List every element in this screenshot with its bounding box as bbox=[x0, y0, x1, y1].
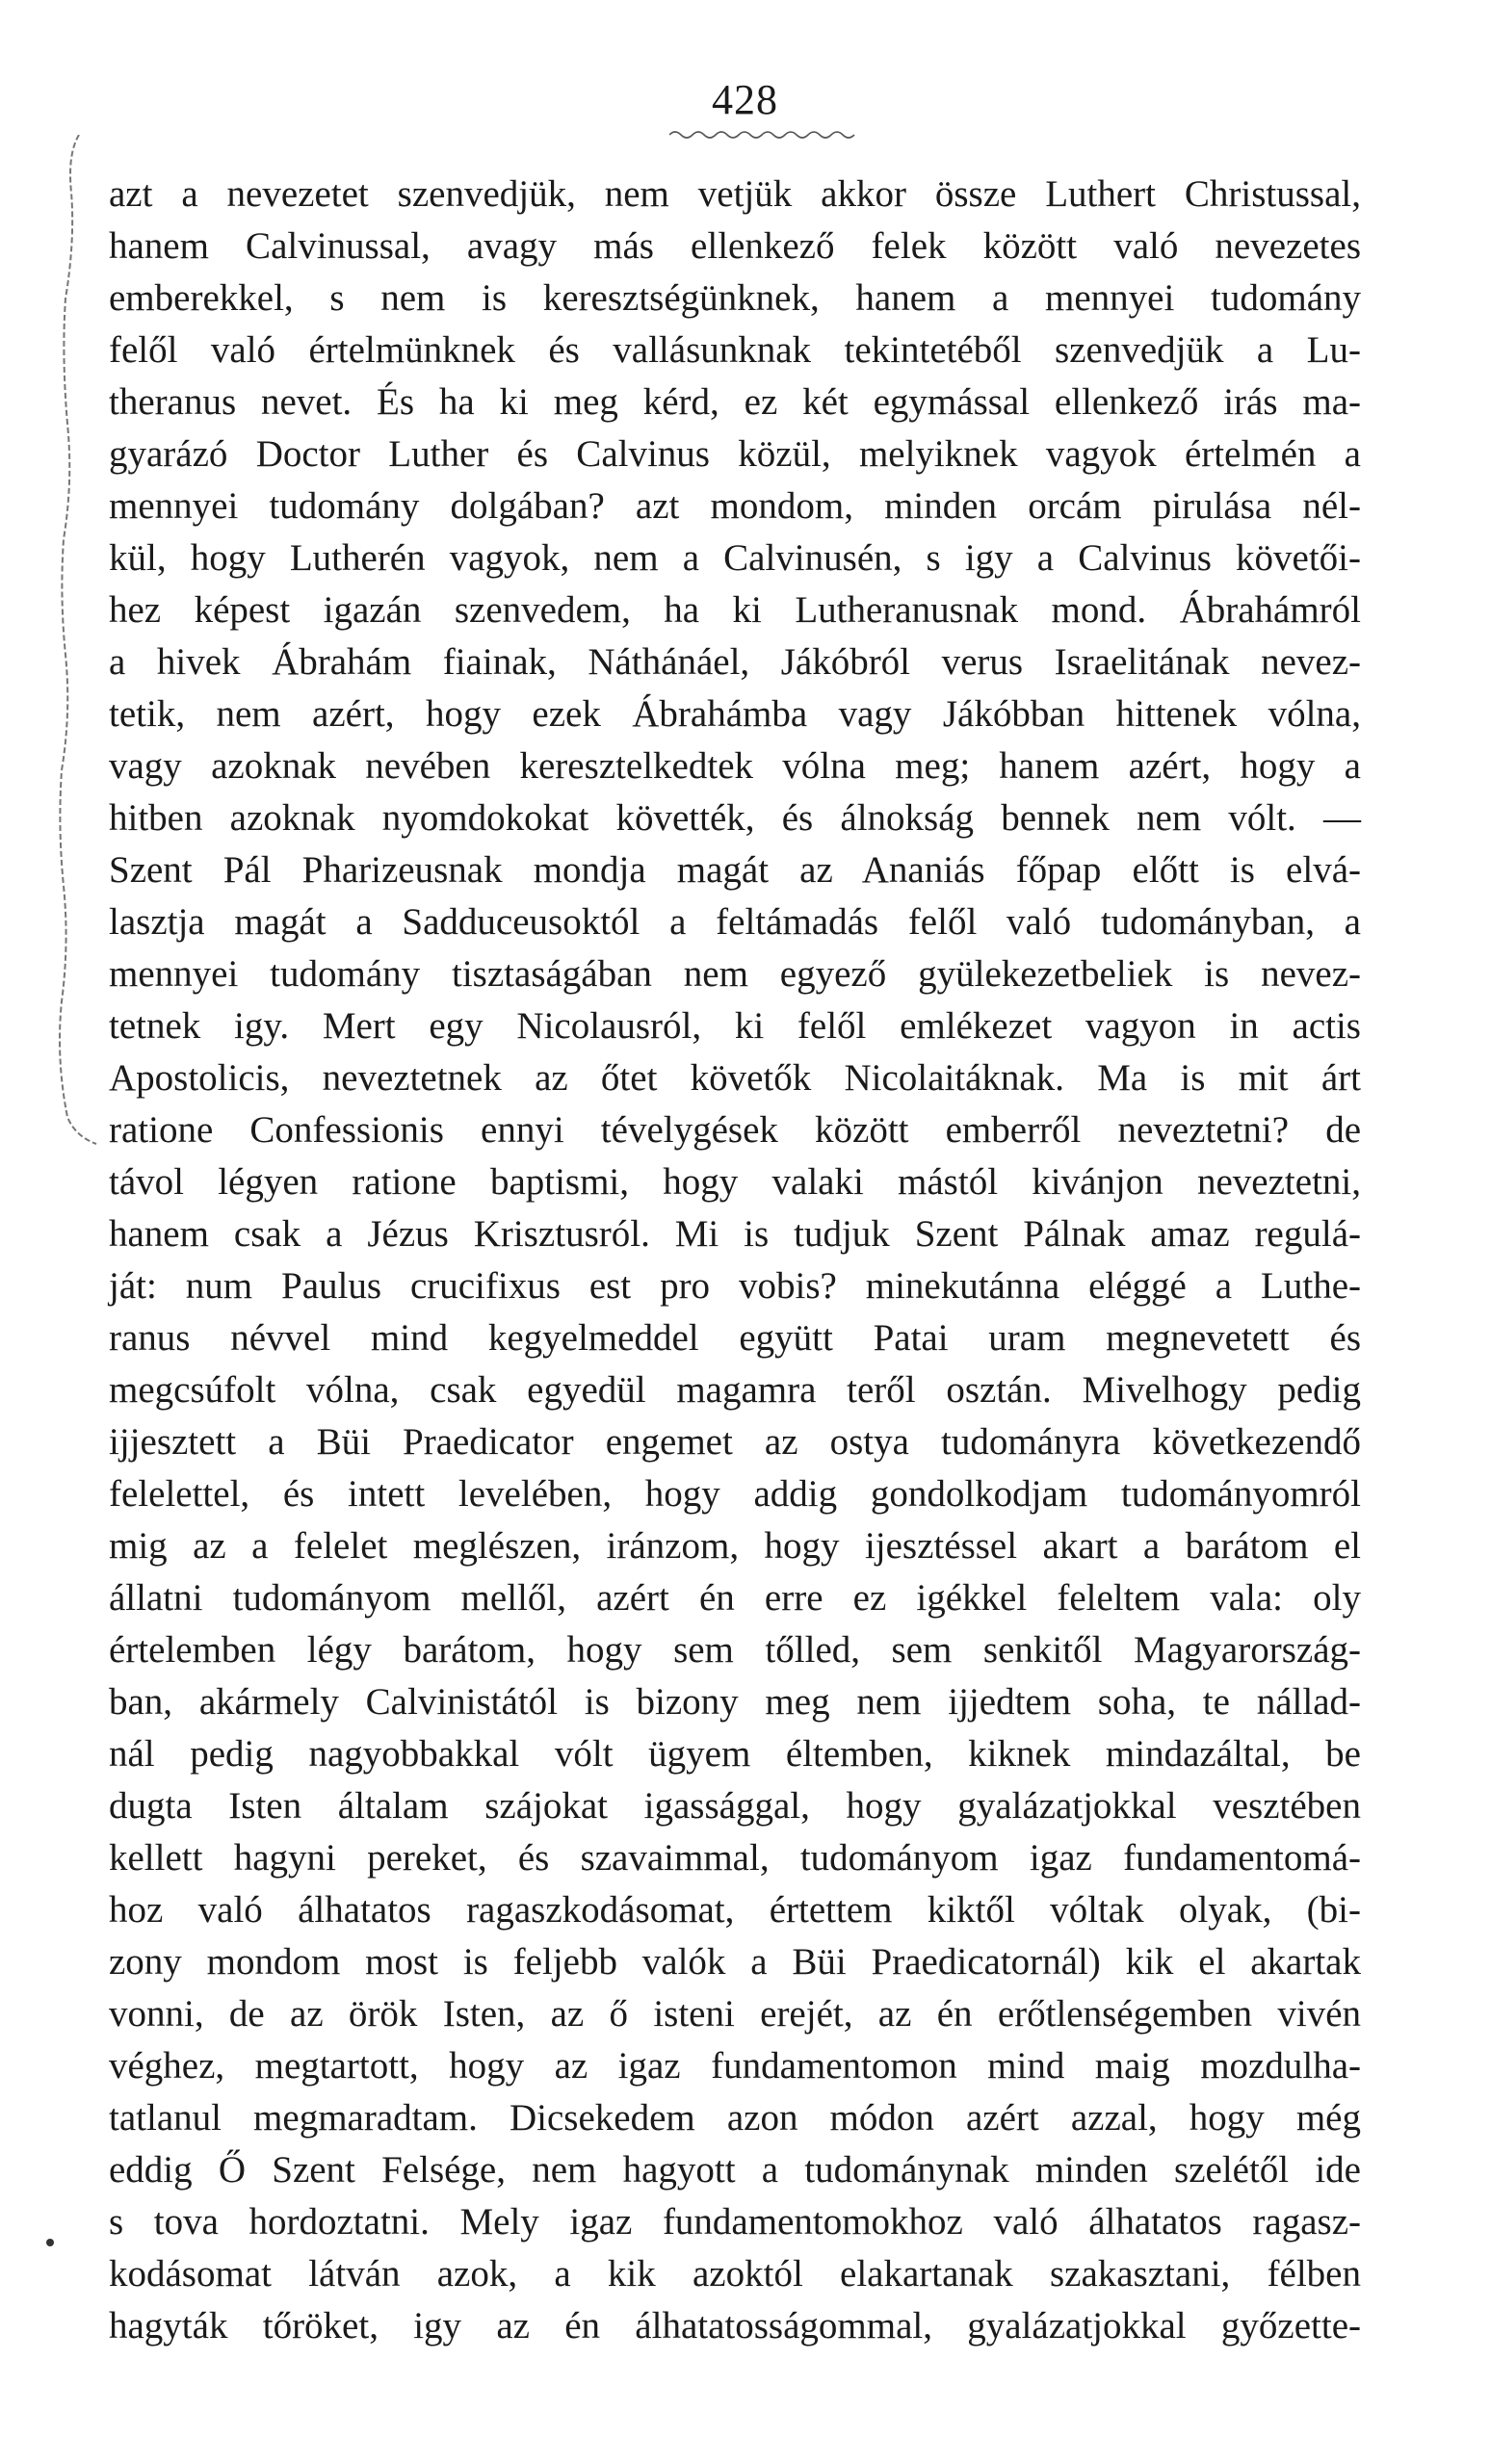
stray-mark bbox=[46, 2239, 54, 2246]
text-line: ratione Confessionis ennyi tévelygések között emberről neveztetni? de bbox=[109, 1109, 1361, 1151]
text-line: gyarázó Doctor Luther és Calvinus közül, melyiknek vagyok értelmén a bbox=[109, 433, 1361, 475]
text-line: azt a nevezetet szenvedjük, nem vetjük akkor össze Luthert Christussal, bbox=[109, 173, 1361, 215]
text-line: hanem csak a Jézus Krisztusról. Mi is tudjuk Szent Pálnak amaz regulá- bbox=[109, 1213, 1361, 1255]
text-line: s tova hordoztatni. Mely igaz fundamentomokhoz való álhatatos ragasz- bbox=[109, 2201, 1361, 2243]
text-line: felelettel, és intett levelében, hogy addig gondolkodjam tudományomról bbox=[109, 1473, 1361, 1515]
text-line: Szent Pál Pharizeusnak mondja magát az Ananiás főpap előtt is elvá- bbox=[109, 849, 1361, 891]
text-line: vagy azoknak nevében keresztelkedtek vólna meg; hanem azért, hogy a bbox=[109, 745, 1361, 787]
margin-annotation-bracket bbox=[39, 135, 116, 1146]
text-line: ijjesztett a Büi Praedicator engemet az ostya tudományra következendő bbox=[109, 1421, 1361, 1463]
text-line: zony mondom most is feljebb valók a Büi Praedicatornál) kik el akartak bbox=[109, 1941, 1361, 1983]
text-line: hagyták tőröket, igy az én álhatatosságommal, gyalázatjokkal győzette- bbox=[109, 2305, 1361, 2347]
text-line: Apostolicis, neveztetnek az őtet követők Nicolaitáknak. Ma is mit árt bbox=[109, 1057, 1361, 1099]
text-line: tetik, nem azért, hogy ezek Ábrahámba vagy Jákóbban hittenek vólna, bbox=[109, 693, 1361, 735]
text-line: theranus nevet. És ha ki meg kérd, ez két egymással ellenkező irás ma- bbox=[109, 381, 1361, 423]
text-line: hez képest igazán szenvedem, ha ki Lutheranusnak mond. Ábrahámról bbox=[109, 589, 1361, 631]
text-line: hanem Calvinussal, avagy más ellenkező felek között való nevezetes bbox=[109, 225, 1361, 267]
text-line: tetnek igy. Mert egy Nicolausról, ki felől emlékezet vagyon in actis bbox=[109, 1005, 1361, 1047]
text-line: lasztja magát a Sadduceusoktól a feltámadás felől való tudományban, a bbox=[109, 901, 1361, 943]
text-line: mennyei tudomány dolgában? azt mondom, minden orcám pirulása nél- bbox=[109, 485, 1361, 527]
text-line: mig az a felelet meglészen, iránzom, hogy ijesztéssel akart a barátom el bbox=[109, 1525, 1361, 1567]
text-line: távol légyen ratione baptismi, hogy valaki mástól kivánjon neveztetni, bbox=[109, 1161, 1361, 1203]
text-line: dugta Isten általam szájokat igassággal, hogy gyalázatjokkal vesztében bbox=[109, 1785, 1361, 1827]
text-line: kellett hagyni pereket, és szavaimmal, tudományom igaz fundamentomá- bbox=[109, 1837, 1361, 1879]
text-line: ban, akármely Calvinistától is bizony meg nem ijjedtem soha, te nállad- bbox=[109, 1681, 1361, 1723]
text-line: felől való értelmünknek és vallásunknak tekintetéből szenvedjük a Lu- bbox=[109, 329, 1361, 371]
text-line: ját: num Paulus crucifixus est pro vobis? minekutánna eléggé a Luthe- bbox=[109, 1265, 1361, 1307]
text-line: a hivek Ábrahám fiainak, Náthánáel, Jákóbról verus Israelitának nevez- bbox=[109, 641, 1361, 683]
text-line: hoz való álhatatos ragaszkodásomat, értettem kiktől vóltak olyak, (bi- bbox=[109, 1889, 1361, 1931]
text-line: vonni, de az örök Isten, az ő isteni erejét, az én erőtlenségemben vivén bbox=[109, 1993, 1361, 2035]
text-line: eddig Ő Szent Felsége, nem hagyott a tudománynak minden szelétől ide bbox=[109, 2149, 1361, 2191]
text-line: kodásomat látván azok, a kik azoktól elakartanak szakasztani, félben bbox=[109, 2253, 1361, 2295]
text-line: ranus névvel mind kegyelmeddel együtt Patai uram megnevetett és bbox=[109, 1317, 1361, 1359]
text-line: értelemben légy barátom, hogy sem tőlled, sem senkitől Magyarország- bbox=[109, 1629, 1361, 1671]
text-line: véghez, megtartott, hogy az igaz fundamentomon mind maig mozdulha- bbox=[109, 2045, 1361, 2087]
text-line: hitben azoknak nyomdokokat követték, és álnokság bennek nem vólt. — bbox=[109, 797, 1361, 839]
text-line: megcsúfolt vólna, csak egyedül magamra teről osztán. Mivelhogy pedig bbox=[109, 1369, 1361, 1411]
text-line: nál pedig nagyobbakkal vólt ügyem éltemben, kiknek mindazáltal, be bbox=[109, 1733, 1361, 1775]
text-line: tatlanul megmaradtam. Dicsekedem azon módon azért azzal, hogy még bbox=[109, 2097, 1361, 2139]
text-line: kül, hogy Lutherén vagyok, nem a Calvinusén, s igy a Calvinus követői- bbox=[109, 537, 1361, 579]
text-line: mennyei tudomány tisztaságában nem egyező gyülekezetbeliek is nevez- bbox=[109, 953, 1361, 995]
page-number-ornament bbox=[669, 125, 862, 144]
page-number: 428 bbox=[712, 76, 778, 123]
text-line: állatni tudományom mellől, azért én erre ez igékkel feleltem vala: oly bbox=[109, 1577, 1361, 1619]
text-line: emberekkel, s nem is keresztségünknek, hanem a mennyei tudomány bbox=[109, 277, 1361, 319]
